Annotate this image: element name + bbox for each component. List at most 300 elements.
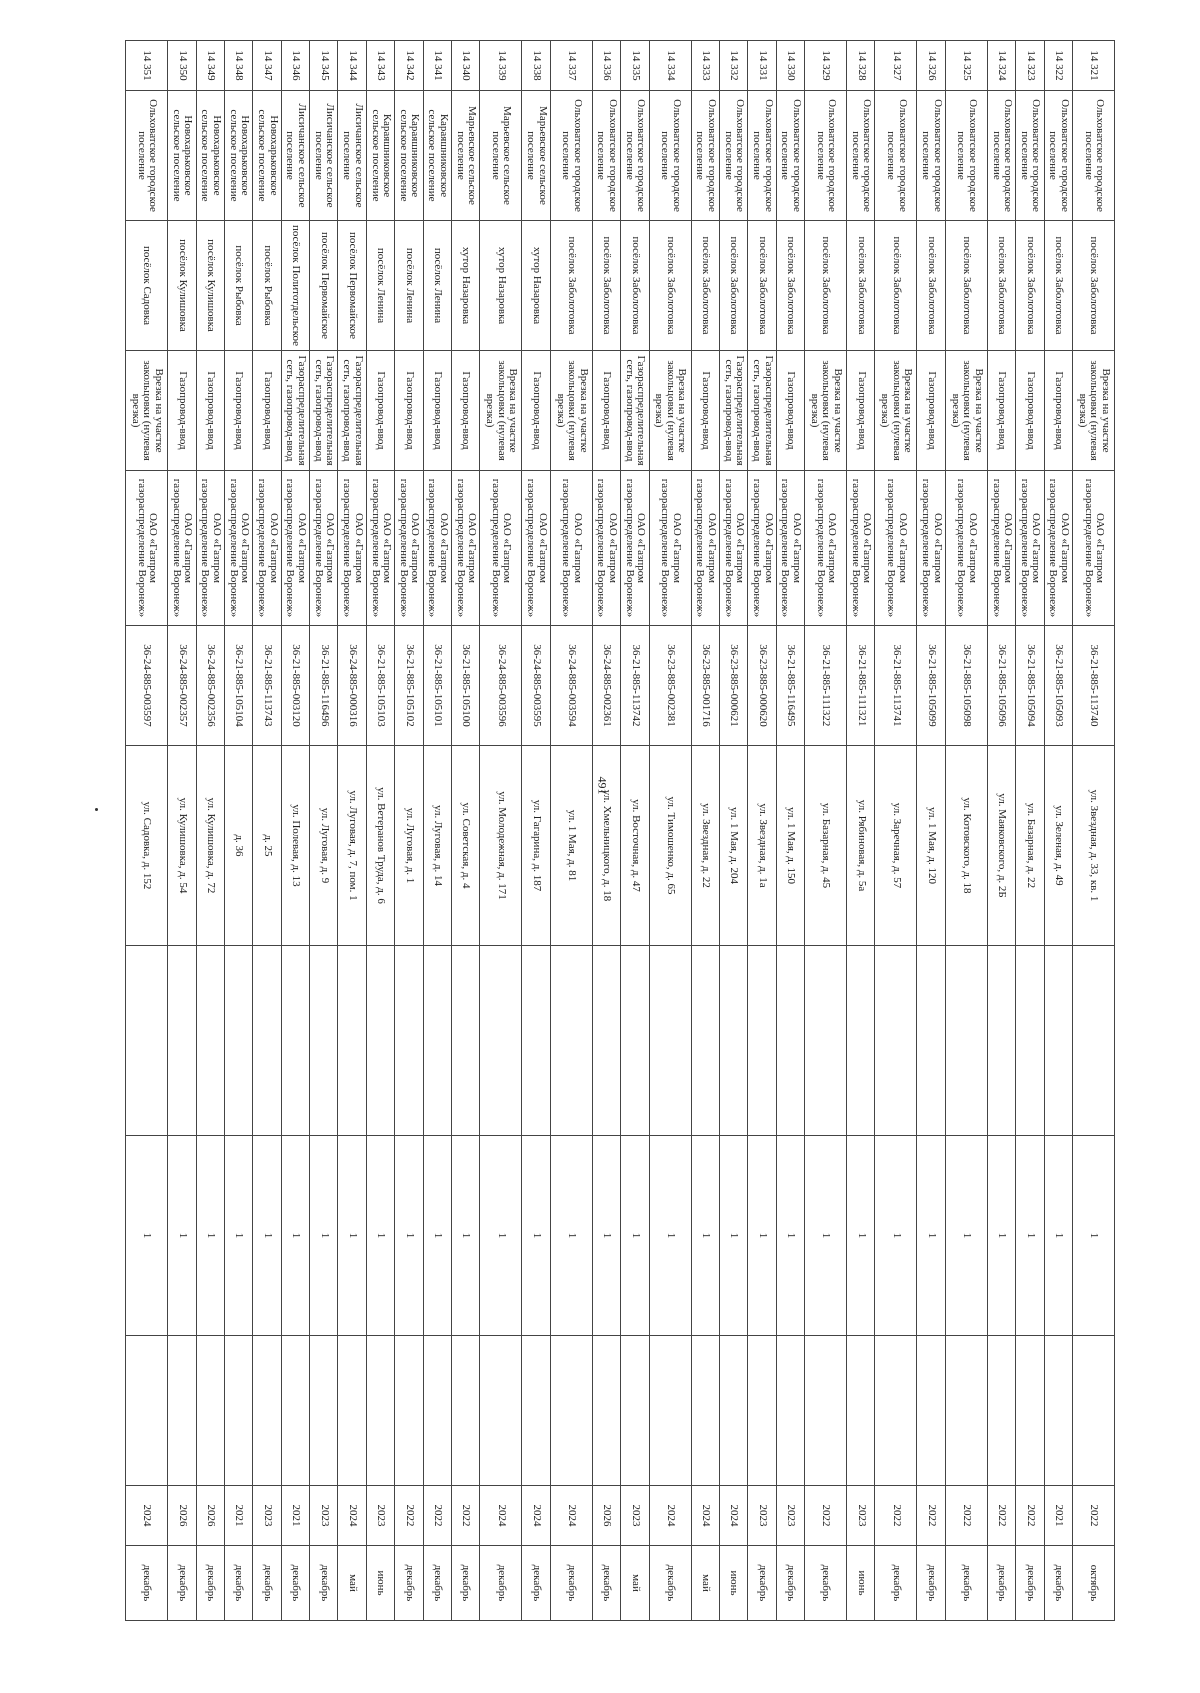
empty-cell	[1016, 1336, 1044, 1486]
row-number: 14 326	[917, 41, 945, 91]
note-cell	[776, 946, 804, 1136]
owner-cell: ОАО «Газпром газораспределение Воронеж»	[987, 471, 1015, 626]
registry-code-cell: 36-21-885-116496	[310, 626, 338, 746]
address-cell: ул. Молодежная, д. 171	[480, 746, 522, 946]
address-cell: ул. Хмельницкого, д. 18	[592, 746, 620, 946]
owner-cell: ОАО «Газпром газораспределение Воронеж»	[423, 471, 451, 626]
object-type-cell: Газопровод-ввод	[776, 351, 804, 471]
district-cell: Новохарьковское сельское поселение	[168, 91, 196, 221]
month-cell: декабрь	[748, 1546, 776, 1621]
note-cell	[224, 946, 252, 1136]
month-cell: июнь	[847, 1546, 875, 1621]
district-cell: Лисичанское сельское поселение	[338, 91, 366, 221]
quantity-cell: 1	[987, 1136, 1015, 1336]
registry-code-cell: 36-24-885-002356	[196, 626, 224, 746]
empty-cell	[452, 1336, 480, 1486]
district-cell: Марьевское сельское поселение	[452, 91, 480, 221]
year-cell: 2022	[917, 1486, 945, 1546]
table-row	[550, 41, 592, 1621]
year-cell: 2022	[945, 1486, 987, 1546]
row-number: 14 341	[423, 41, 451, 91]
note-cell	[281, 946, 309, 1136]
quantity-cell: 1	[550, 1136, 592, 1336]
district-cell: Ольховатское городское поселение	[592, 91, 620, 221]
owner-cell: ОАО «Газпром газораспределение Воронеж»	[592, 471, 620, 626]
year-cell: 2023	[310, 1486, 338, 1546]
empty-cell	[719, 1336, 747, 1486]
empty-cell	[621, 1336, 649, 1486]
address-cell: ул. Базарная, д. 22	[1016, 746, 1044, 946]
owner-cell: ОАО «Газпром газораспределение Воронеж»	[338, 471, 366, 626]
locality-cell: посёлок Кулишовка	[196, 221, 224, 351]
district-cell: Новохарьковское сельское поселение	[253, 91, 281, 221]
registry-code-cell: 36-21-885-113741	[875, 626, 917, 746]
registry-code-cell: 36-21-885-105096	[987, 626, 1015, 746]
registry-code-cell: 36-21-885-105102	[395, 626, 423, 746]
empty-cell	[987, 1336, 1015, 1486]
year-cell: 2024	[480, 1486, 522, 1546]
year-cell: 2024	[691, 1486, 719, 1546]
note-cell	[168, 946, 196, 1136]
address-cell: ул. Заречная, д. 57	[875, 746, 917, 946]
row-number: 14 350	[168, 41, 196, 91]
empty-cell	[592, 1336, 620, 1486]
district-cell: Ольховатское городское поселение	[691, 91, 719, 221]
owner-cell: ОАО «Газпром газораспределение Воронеж»	[452, 471, 480, 626]
registry-code-cell: 36-24-885-003594	[550, 626, 592, 746]
registry-code-cell: 36-23-885-001716	[691, 626, 719, 746]
year-cell: 2026	[168, 1486, 196, 1546]
month-cell: май	[621, 1546, 649, 1621]
quantity-cell: 1	[168, 1136, 196, 1336]
year-cell: 2024	[338, 1486, 366, 1546]
locality-cell: посёлок Заболотовка	[1073, 221, 1115, 351]
object-type-cell: Газораспределительная сеть, газопровод-ввод	[621, 351, 649, 471]
row-number: 14 343	[366, 41, 394, 91]
locality-cell: посёлок Заболотовка	[649, 221, 691, 351]
row-number: 14 345	[310, 41, 338, 91]
object-type-cell: Газопровод-ввод	[423, 351, 451, 471]
quantity-cell: 1	[621, 1136, 649, 1336]
object-type-cell: Газораспределительная сеть, газопровод-ввод	[748, 351, 776, 471]
object-type-cell: Газопровод-ввод	[253, 351, 281, 471]
locality-cell: посёлок Ленина	[423, 221, 451, 351]
table-row	[621, 41, 649, 1621]
quantity-cell: 1	[719, 1136, 747, 1336]
quantity-cell: 1	[480, 1136, 522, 1336]
row-number: 14 324	[987, 41, 1015, 91]
address-cell: ул. 1 Мая, д. 150	[776, 746, 804, 946]
empty-cell	[168, 1336, 196, 1486]
table-row	[805, 41, 847, 1621]
locality-cell: посёлок Заболотовка	[987, 221, 1015, 351]
address-cell: ул. Гагарина, д. 187	[522, 746, 550, 946]
table-row	[366, 41, 394, 1621]
month-cell: июнь	[366, 1546, 394, 1621]
table-row	[875, 41, 917, 1621]
year-cell: 2021	[281, 1486, 309, 1546]
district-cell: Ольховатское городское поселение	[748, 91, 776, 221]
district-cell: Ольховатское городское поселение	[776, 91, 804, 221]
address-cell: ул. Маяковского, д. 2Б	[987, 746, 1015, 946]
note-cell	[621, 946, 649, 1136]
object-type-cell: Газопровод-ввод	[987, 351, 1015, 471]
object-type-cell: Газопровод-ввод	[917, 351, 945, 471]
registry-code-cell: 36-24-885-003595	[522, 626, 550, 746]
district-cell: Караяшниковское сельское поселение	[366, 91, 394, 221]
owner-cell: ОАО «Газпром газораспределение Воронеж»	[224, 471, 252, 626]
note-cell	[310, 946, 338, 1136]
owner-cell: ОАО «Газпром газораспределение Воронеж»	[691, 471, 719, 626]
object-type-cell: Врезка на участке закольцовки (нулевая врезка)	[945, 351, 987, 471]
address-cell: ул. Луговая, д. 7, пом. 1	[338, 746, 366, 946]
year-cell: 2021	[1044, 1486, 1072, 1546]
month-cell: декабрь	[395, 1546, 423, 1621]
note-cell	[196, 946, 224, 1136]
note-cell	[423, 946, 451, 1136]
object-type-cell: Врезка на участке закольцовки (нулевая врезка)	[649, 351, 691, 471]
district-cell: Ольховатское городское поселение	[987, 91, 1015, 221]
table-row	[126, 41, 168, 1621]
year-cell: 2022	[423, 1486, 451, 1546]
quantity-cell: 1	[691, 1136, 719, 1336]
row-number: 14 344	[338, 41, 366, 91]
registry-code-cell: 36-24-885-002361	[592, 626, 620, 746]
locality-cell: посёлок Заболотовка	[550, 221, 592, 351]
owner-cell: ОАО «Газпром газораспределение Воронеж»	[875, 471, 917, 626]
table-row	[395, 41, 423, 1621]
address-cell: д. 25	[253, 746, 281, 946]
locality-cell: посёлок Рыбовка	[224, 221, 252, 351]
empty-cell	[480, 1336, 522, 1486]
owner-cell: ОАО «Газпром газораспределение Воронеж»	[649, 471, 691, 626]
year-cell: 2022	[805, 1486, 847, 1546]
object-type-cell: Газораспределительная сеть, газопровод-ввод	[719, 351, 747, 471]
locality-cell: посёлок Заболотовка	[719, 221, 747, 351]
month-cell: октябрь	[1073, 1546, 1115, 1621]
row-number: 14 340	[452, 41, 480, 91]
owner-cell: ОАО «Газпром газораспределение Воронеж»	[847, 471, 875, 626]
district-cell: Лисичанское сельское поселение	[310, 91, 338, 221]
address-cell: ул. Зеленая, д. 49	[1044, 746, 1072, 946]
page-number: 491	[595, 776, 610, 795]
owner-cell: ОАО «Газпром газораспределение Воронеж»	[805, 471, 847, 626]
year-cell: 2022	[1016, 1486, 1044, 1546]
address-cell: ул. 1 Мая, д. 81	[550, 746, 592, 946]
locality-cell: посёлок Заболотовка	[748, 221, 776, 351]
locality-cell: посёлок Ленина	[366, 221, 394, 351]
empty-cell	[196, 1336, 224, 1486]
note-cell	[748, 946, 776, 1136]
year-cell: 2022	[395, 1486, 423, 1546]
row-number: 14 330	[776, 41, 804, 91]
table-row	[423, 41, 451, 1621]
quantity-cell: 1	[917, 1136, 945, 1336]
registry-code-cell: 36-21-885-113743	[253, 626, 281, 746]
row-number: 14 329	[805, 41, 847, 91]
registry-code-cell: 36-21-885-113742	[621, 626, 649, 746]
table-row	[1044, 41, 1072, 1621]
object-type-cell: Газопровод-ввод	[522, 351, 550, 471]
registry-code-cell: 36-21-885-105098	[945, 626, 987, 746]
address-cell: д. 36	[224, 746, 252, 946]
table-row	[592, 41, 620, 1621]
object-type-cell: Врезка на участке закольцовки (нулевая врезка)	[1073, 351, 1115, 471]
district-cell: Ольховатское городское поселение	[805, 91, 847, 221]
address-cell: ул. Тимошенко, д. 65	[649, 746, 691, 946]
address-cell: ул. Базарная, д. 45	[805, 746, 847, 946]
address-cell: ул. Садовка, д. 152	[126, 746, 168, 946]
owner-cell: ОАО «Газпром газораспределение Воронеж»	[917, 471, 945, 626]
object-type-cell: Врезка на участке закольцовки (нулевая врезка)	[550, 351, 592, 471]
object-type-cell: Газопровод-ввод	[196, 351, 224, 471]
district-cell: Ольховатское городское поселение	[1073, 91, 1115, 221]
empty-cell	[847, 1336, 875, 1486]
registry-code-cell: 36-24-885-003597	[126, 626, 168, 746]
quantity-cell: 1	[224, 1136, 252, 1336]
month-cell: декабрь	[945, 1546, 987, 1621]
object-type-cell: Газопровод-ввод	[224, 351, 252, 471]
quantity-cell: 1	[875, 1136, 917, 1336]
locality-cell: посёлок Садовка	[126, 221, 168, 351]
note-cell	[366, 946, 394, 1136]
table-row	[719, 41, 747, 1621]
year-cell: 2024	[126, 1486, 168, 1546]
month-cell: декабрь	[1044, 1546, 1072, 1621]
table-row	[281, 41, 309, 1621]
address-cell: ул. Луговая, д. 9	[310, 746, 338, 946]
month-cell: декабрь	[987, 1546, 1015, 1621]
year-cell: 2026	[592, 1486, 620, 1546]
locality-cell: посёлок Заболотовка	[847, 221, 875, 351]
quantity-cell: 1	[395, 1136, 423, 1336]
locality-cell: хутор Назаровка	[522, 221, 550, 351]
address-cell: ул. Восточная, д. 47	[621, 746, 649, 946]
year-cell: 2022	[987, 1486, 1015, 1546]
registry-code-cell: 36-21-885-105100	[452, 626, 480, 746]
quantity-cell: 1	[592, 1136, 620, 1336]
empty-cell	[776, 1336, 804, 1486]
note-cell	[126, 946, 168, 1136]
quantity-cell: 1	[366, 1136, 394, 1336]
registry-code-cell: 36-21-885-105093	[1044, 626, 1072, 746]
locality-cell: хутор Назаровка	[452, 221, 480, 351]
empty-cell	[310, 1336, 338, 1486]
note-cell	[847, 946, 875, 1136]
year-cell: 2023	[847, 1486, 875, 1546]
district-cell: Марьевское сельское поселение	[522, 91, 550, 221]
registry-code-cell: 36-21-885-113740	[1073, 626, 1115, 746]
quantity-cell: 1	[281, 1136, 309, 1336]
object-type-cell: Газораспределительная сеть, газопровод-ввод	[281, 351, 309, 471]
row-number: 14 334	[649, 41, 691, 91]
note-cell	[719, 946, 747, 1136]
empty-cell	[522, 1336, 550, 1486]
month-cell: июнь	[719, 1546, 747, 1621]
scan-speck	[95, 808, 98, 811]
row-number: 14 327	[875, 41, 917, 91]
address-cell: ул. Луговая, д. 1	[395, 746, 423, 946]
month-cell: декабрь	[196, 1546, 224, 1621]
note-cell	[480, 946, 522, 1136]
table-row	[196, 41, 224, 1621]
empty-cell	[945, 1336, 987, 1486]
district-cell: Ольховатское городское поселение	[649, 91, 691, 221]
object-type-cell: Врезка на участке закольцовки (нулевая врезка)	[480, 351, 522, 471]
month-cell: декабрь	[917, 1546, 945, 1621]
table-row	[1073, 41, 1115, 1621]
table-row	[253, 41, 281, 1621]
row-number: 14 335	[621, 41, 649, 91]
table-body	[126, 41, 1115, 1621]
owner-cell: ОАО «Газпром газораспределение Воронеж»	[395, 471, 423, 626]
month-cell: декабрь	[875, 1546, 917, 1621]
table-row	[649, 41, 691, 1621]
owner-cell: ОАО «Газпром газораспределение Воронеж»	[1016, 471, 1044, 626]
quantity-cell: 1	[1044, 1136, 1072, 1336]
year-cell: 2021	[224, 1486, 252, 1546]
empty-cell	[338, 1336, 366, 1486]
address-cell: ул. Кулишовка, д. 54	[168, 746, 196, 946]
empty-cell	[253, 1336, 281, 1486]
month-cell: декабрь	[224, 1546, 252, 1621]
address-cell: ул. Рябиновая, д. 5а	[847, 746, 875, 946]
object-type-cell: Газопровод-ввод	[452, 351, 480, 471]
district-cell: Лисичанское сельское поселение	[281, 91, 309, 221]
owner-cell: ОАО «Газпром газораспределение Воронеж»	[480, 471, 522, 626]
quantity-cell: 1	[847, 1136, 875, 1336]
owner-cell: ОАО «Газпром газораспределение Воронеж»	[522, 471, 550, 626]
owner-cell: ОАО «Газпром газораспределение Воронеж»	[550, 471, 592, 626]
registry-code-cell: 36-21-885-111321	[847, 626, 875, 746]
quantity-cell: 1	[196, 1136, 224, 1336]
month-cell: май	[691, 1546, 719, 1621]
address-cell: ул. Луговая, д. 14	[423, 746, 451, 946]
object-type-cell: Врезка на участке закольцовки (нулевая врезка)	[875, 351, 917, 471]
row-number: 14 339	[480, 41, 522, 91]
quantity-cell: 1	[253, 1136, 281, 1336]
empty-cell	[126, 1336, 168, 1486]
note-cell	[691, 946, 719, 1136]
month-cell: декабрь	[776, 1546, 804, 1621]
month-cell: декабрь	[423, 1546, 451, 1621]
note-cell	[987, 946, 1015, 1136]
note-cell	[522, 946, 550, 1136]
registry-code-cell: 36-23-885-002381	[649, 626, 691, 746]
month-cell: декабрь	[281, 1546, 309, 1621]
table-row	[847, 41, 875, 1621]
object-type-cell: Врезка на участке закольцовки (нулевая врезка)	[126, 351, 168, 471]
registry-table	[125, 40, 1115, 1621]
owner-cell: ОАО «Газпром газораспределение Воронеж»	[748, 471, 776, 626]
quantity-cell: 1	[1073, 1136, 1115, 1336]
month-cell: декабрь	[522, 1546, 550, 1621]
object-type-cell: Газопровод-ввод	[366, 351, 394, 471]
district-cell: Ольховатское городское поселение	[126, 91, 168, 221]
row-number: 14 332	[719, 41, 747, 91]
note-cell	[649, 946, 691, 1136]
registry-code-cell: 36-21-885-105099	[917, 626, 945, 746]
quantity-cell: 1	[423, 1136, 451, 1336]
locality-cell: посёлок Заболотовка	[691, 221, 719, 351]
registry-code-cell: 36-21-885-111322	[805, 626, 847, 746]
district-cell: Ольховатское городское поселение	[719, 91, 747, 221]
locality-cell: посёлок Заболотовка	[945, 221, 987, 351]
owner-cell: ОАО «Газпром газораспределение Воронеж»	[126, 471, 168, 626]
row-number: 14 349	[196, 41, 224, 91]
registry-code-cell: 36-24-885-002357	[168, 626, 196, 746]
empty-cell	[875, 1336, 917, 1486]
empty-cell	[691, 1336, 719, 1486]
quantity-cell: 1	[805, 1136, 847, 1336]
table-row	[310, 41, 338, 1621]
year-cell: 2022	[1073, 1486, 1115, 1546]
registry-code-cell: 36-21-885-003120	[281, 626, 309, 746]
year-cell: 2024	[719, 1486, 747, 1546]
empty-cell	[748, 1336, 776, 1486]
address-cell: ул. Советская, д. 4	[452, 746, 480, 946]
row-number: 14 336	[592, 41, 620, 91]
district-cell: Ольховатское городское поселение	[847, 91, 875, 221]
object-type-cell: Газопровод-ввод	[1044, 351, 1072, 471]
month-cell: декабрь	[452, 1546, 480, 1621]
table-row	[748, 41, 776, 1621]
district-cell: Ольховатское городское поселение	[875, 91, 917, 221]
locality-cell: посёлок Ленина	[395, 221, 423, 351]
address-cell: ул. Ветеранов Труда, д. 6	[366, 746, 394, 946]
quantity-cell: 1	[126, 1136, 168, 1336]
row-number: 14 348	[224, 41, 252, 91]
quantity-cell: 1	[1016, 1136, 1044, 1336]
year-cell: 2024	[649, 1486, 691, 1546]
district-cell: Новохарьковское сельское поселение	[224, 91, 252, 221]
locality-cell: хутор Назаровка	[480, 221, 522, 351]
row-number: 14 347	[253, 41, 281, 91]
object-type-cell: Газопровод-ввод	[168, 351, 196, 471]
quantity-cell: 1	[945, 1136, 987, 1336]
empty-cell	[1073, 1336, 1115, 1486]
empty-cell	[917, 1336, 945, 1486]
year-cell: 2023	[748, 1486, 776, 1546]
empty-cell	[423, 1336, 451, 1486]
row-number: 14 346	[281, 41, 309, 91]
district-cell: Новохарьковское сельское поселение	[196, 91, 224, 221]
address-cell: ул. Котовского, д. 18	[945, 746, 987, 946]
note-cell	[1073, 946, 1115, 1136]
district-cell: Караяшниковское сельское поселение	[423, 91, 451, 221]
year-cell: 2023	[776, 1486, 804, 1546]
quantity-cell: 1	[310, 1136, 338, 1336]
empty-cell	[805, 1336, 847, 1486]
table-row	[691, 41, 719, 1621]
note-cell	[875, 946, 917, 1136]
locality-cell: посёлок Заболотовка	[875, 221, 917, 351]
locality-cell: посёлок Первомайское	[310, 221, 338, 351]
note-cell	[1016, 946, 1044, 1136]
district-cell: Ольховатское городское поселение	[1044, 91, 1072, 221]
month-cell: декабрь	[310, 1546, 338, 1621]
object-type-cell: Газопровод-ввод	[1016, 351, 1044, 471]
table-row	[522, 41, 550, 1621]
table-row	[945, 41, 987, 1621]
owner-cell: ОАО «Газпром газораспределение Воронеж»	[1044, 471, 1072, 626]
locality-cell: посёлок Первомайское	[338, 221, 366, 351]
quantity-cell: 1	[522, 1136, 550, 1336]
year-cell: 2023	[253, 1486, 281, 1546]
row-number: 14 321	[1073, 41, 1115, 91]
address-cell: ул. Звездная, д. 33, кв. 1	[1073, 746, 1115, 946]
empty-cell	[395, 1336, 423, 1486]
